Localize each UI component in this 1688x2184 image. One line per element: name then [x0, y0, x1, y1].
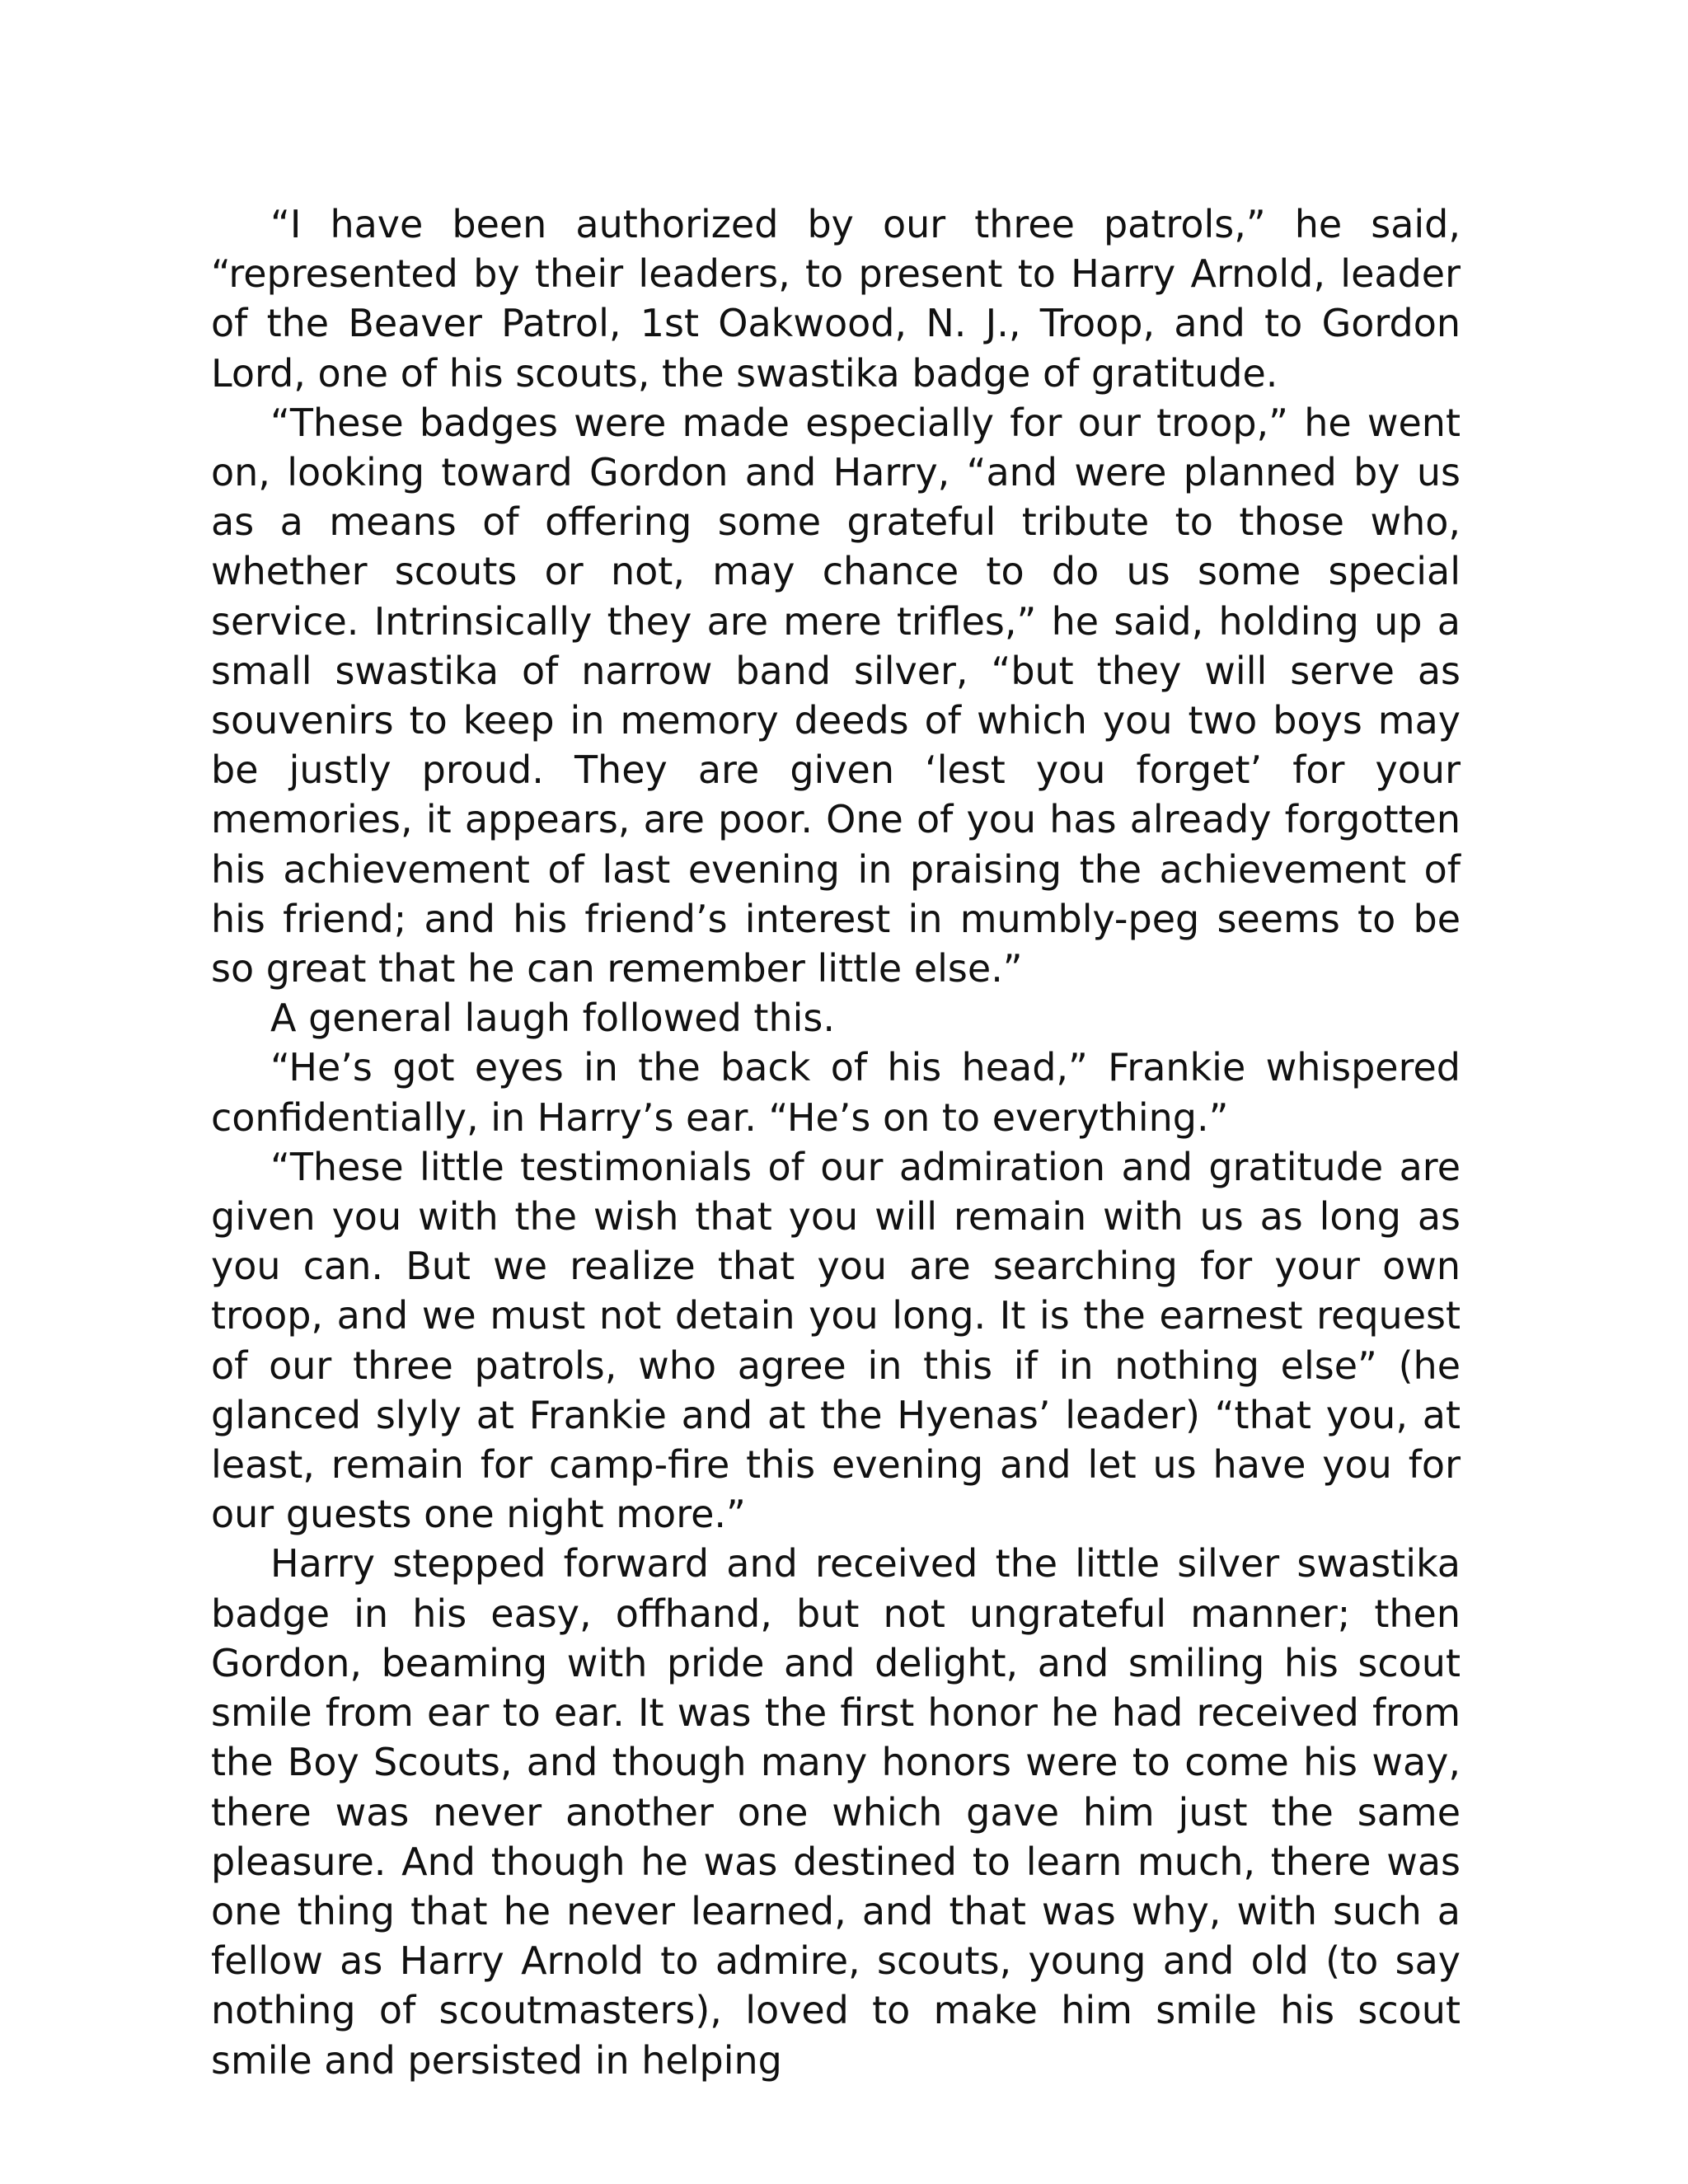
paragraph-5: “These little testimonials of our admiration and gratitude are given you with the wish that you will remain with us as long as you can. But we realize that you are searching for your own troop, and we must not detain you long. It is the earnest request of our three patrols, who agree in this if in nothing else” (he glanced slyly at Frankie and at the Hyenas’ leader) “that you, at least, remain for camp-fire this evening and let us have you for our guests one night more.”: [211, 1144, 1461, 1537]
paragraph-6: Harry stepped forward and received the little silver swastika badge in his easy, offhand, but not ungrateful manner; then Gordon, beaming with pride and delight, and smiling his scout smile from ear to ear. It was the first honor he had received from the Boy Scouts, and though many honors were to come his way, there was never another one which gave him just the same pleasure. And though he was destined to learn much, there was one thing that he never learned, and that was why, with such a fellow as Harry Arnold to admire, scouts, young and old (to say nothing of scoutmasters), loved to make him smile his scout smile and persisted in helping: [211, 1541, 1461, 2083]
paragraph-3: A general laugh followed this.: [270, 996, 835, 1041]
body-text: [211, 199, 1461, 2085]
paragraph-4: “He’s got eyes in the back of his head,” Frankie whispered confidentially, in Harry’s ear. “He’s on to everything.”: [211, 1045, 1461, 1140]
paragraph-1: “I have been authorized by our three patrols,” he said, “represented by their leaders, to present to Harry Arnold, leader of the Beaver Patrol, 1st Oakwood, N. J., Troop, and to Gordon Lord, one of his scouts, the swastika badge of gratitude.: [211, 202, 1461, 396]
paragraph-2: “These badges were made especially for our troop,” he went on, looking toward Gordon and Harry, “and were planned by us as a means of offering some grateful tribute to those who, whether scouts or not, may chance to do us some special service. Intrinsically they are mere trifles,” he said, holding up a small swastika of narrow band silver, “but they will serve as souvenirs to keep in memory deeds of which you two boys may be justly proud. They are given ‘lest you forget’ for your memories, it appears, are poor. One of you has already forgotten his achievement of last evening in praising the achievement of his friend; and his friend’s interest in mumbly-peg seems to be so great that he can remember little else.”: [211, 400, 1461, 991]
